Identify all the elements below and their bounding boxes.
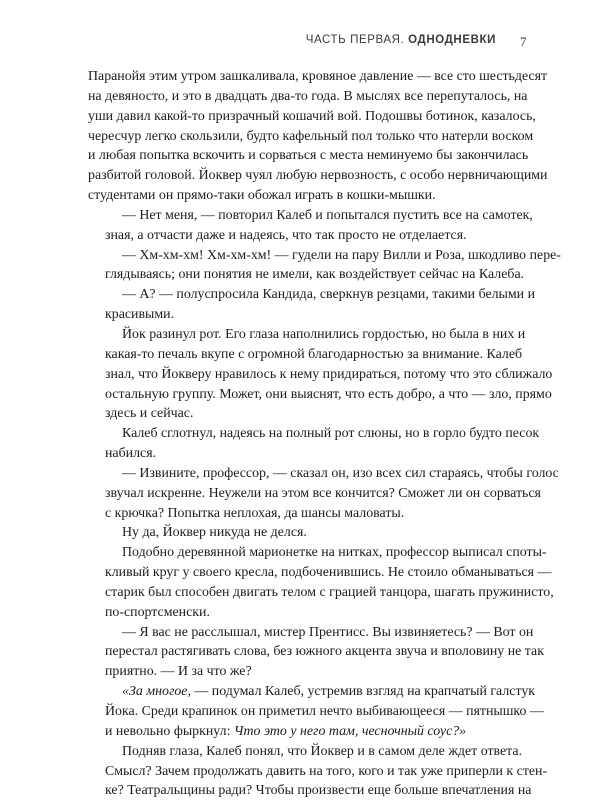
text-line: остальную группу. Может, они выяснят, что есть добро, а что — зло, прямо [105, 386, 552, 402]
text-line: ке? Театральщины ради? Чтобы произвести еще больше впечатления на [105, 783, 532, 799]
paragraph [88, 424, 540, 464]
text-line: знал, что Йокверу нравилось к нему придираться, потому что это сближало [105, 366, 553, 382]
text-line: красивыми. [105, 307, 175, 323]
text-line [88, 325, 526, 345]
text-line: Смысл? Зачем продолжать давить на того, кого и так уже приперли к стен- [105, 763, 548, 779]
text-line: звучал искренне. Неужели на этом все кончится? Сможет ли он сорваться [105, 485, 541, 501]
text-line-content: Калеб сглотнул, надеясь на полный рот слюны, но в горло будто песок [122, 426, 540, 442]
page-number: 7 [520, 34, 527, 49]
text-line-content: — А? — полуспросила Кандида, сверкнув резцами, такими белыми и [122, 287, 536, 303]
text-line-content: Подобно деревянной марионетке на нитках, профессор выписал споты- [122, 545, 547, 561]
text-line [88, 623, 534, 643]
paragraph [88, 285, 536, 325]
running-head [306, 34, 496, 46]
text-line: перестал растягивать слова, без южного акцента звуча и вполовину не так [105, 644, 544, 660]
paragraph [88, 623, 544, 683]
paragraph [88, 543, 554, 622]
text-line-content: — Я вас не расслышал, мистер Прентисс. Вы извиняетесь? — Вот он [122, 624, 534, 640]
text-line [88, 682, 536, 702]
text-line: набился. [105, 446, 157, 462]
paragraph [88, 325, 553, 424]
text-line: глядываясь; они понятия не имели, как воздействует сейчас на Калеба. [105, 267, 525, 283]
text-line: зная, а отчасти даже и надеясь, что так просто не отделается. [105, 227, 467, 243]
paragraph [88, 682, 544, 742]
text-line [88, 246, 561, 266]
text-line: на девяносто, и это в двадцать два-то года. В мыслях все перепуталось, на [88, 88, 528, 104]
text-line: разбитой головой. Йоквер чуял любую нервозность, с особо нервничающими [88, 168, 548, 184]
text-line [88, 424, 540, 444]
text-line: Паранойя этим утром зашкаливала, кровяное давление — все сто шестьдесят [88, 69, 548, 84]
text-line [88, 206, 533, 226]
text-line: уши давил какой-то призрачный кошачий вой. Подошвы ботинок, казалось, [88, 108, 536, 124]
text-line: приятно. — И за что же? [105, 664, 252, 680]
body-text [88, 67, 561, 801]
text-line: чересчур легко скользили, будто кафельный пол только что натерли воском [88, 128, 534, 144]
text-line-content: Йок разинул рот. Его глаза наполнились гордостью, но была в них и [122, 326, 526, 342]
text-line: какая-то печаль вкупе с огромной благодарностью за внимание. Калеб [105, 346, 523, 362]
paragraph [88, 206, 533, 246]
text-line: с крючка? Попытка неплохая, да шансы маловаты. [105, 505, 405, 521]
paragraph [88, 523, 508, 543]
text-line-content: — Извините, профессор, — сказал он, изо всех сил стараясь, чтобы голос [122, 465, 559, 481]
paragraph [88, 246, 561, 286]
text-line-content: Ну да, Йоквер никуда не делся. [122, 525, 307, 541]
text-line: кливый круг у своего кресла, подбоченившись. Не стоило обманываться — [105, 565, 552, 581]
text-line-content: «За многое, — подумал Калеб, устремив взгляд на крапчатый галстук [122, 684, 536, 700]
text-line: и любая попытка вскочить и сорваться с места неминуемо бы закончилась [88, 148, 529, 164]
text-line: старик был способен двигать телом с грацией танцора, шагать пружинисто, [105, 584, 554, 600]
text-line [88, 523, 508, 543]
paragraph [88, 67, 548, 206]
running-head-part: ЧАСТЬ ПЕРВАЯ. [305, 34, 409, 46]
text-line-content: Подняв глаза, Калеб понял, что Йоквер и в самом деле ждет ответа. [122, 743, 523, 759]
text-line-content: — Нет меня, — повторил Калеб и попытался пустить все на самотек, [122, 207, 533, 223]
text-line: Йока. Среди крапинок он приметил нечто выбивающееся — пятнышко — [105, 704, 544, 719]
text-line: здесь и сейчас. [105, 406, 194, 422]
text-line [88, 464, 559, 484]
paragraph [88, 464, 559, 524]
text-line [88, 742, 523, 762]
text-line: по-спортсменски. [105, 604, 210, 620]
text-line: и невольно фыркнул: Что это у него там, чесночный соус?» [105, 723, 467, 739]
text-line [88, 543, 547, 563]
text-line [88, 285, 536, 305]
paragraph [88, 742, 548, 801]
text-line-content: — Хм-хм-хм! Хм-хм-хм! — гудели на пару Вилли и Роза, шкодливо пере- [122, 247, 561, 263]
text-line: студентами он прямо-таки обожал играть в кошки-мышки. [88, 188, 436, 204]
running-head-chapter: ОДНОДНЕВКИ [408, 34, 496, 46]
